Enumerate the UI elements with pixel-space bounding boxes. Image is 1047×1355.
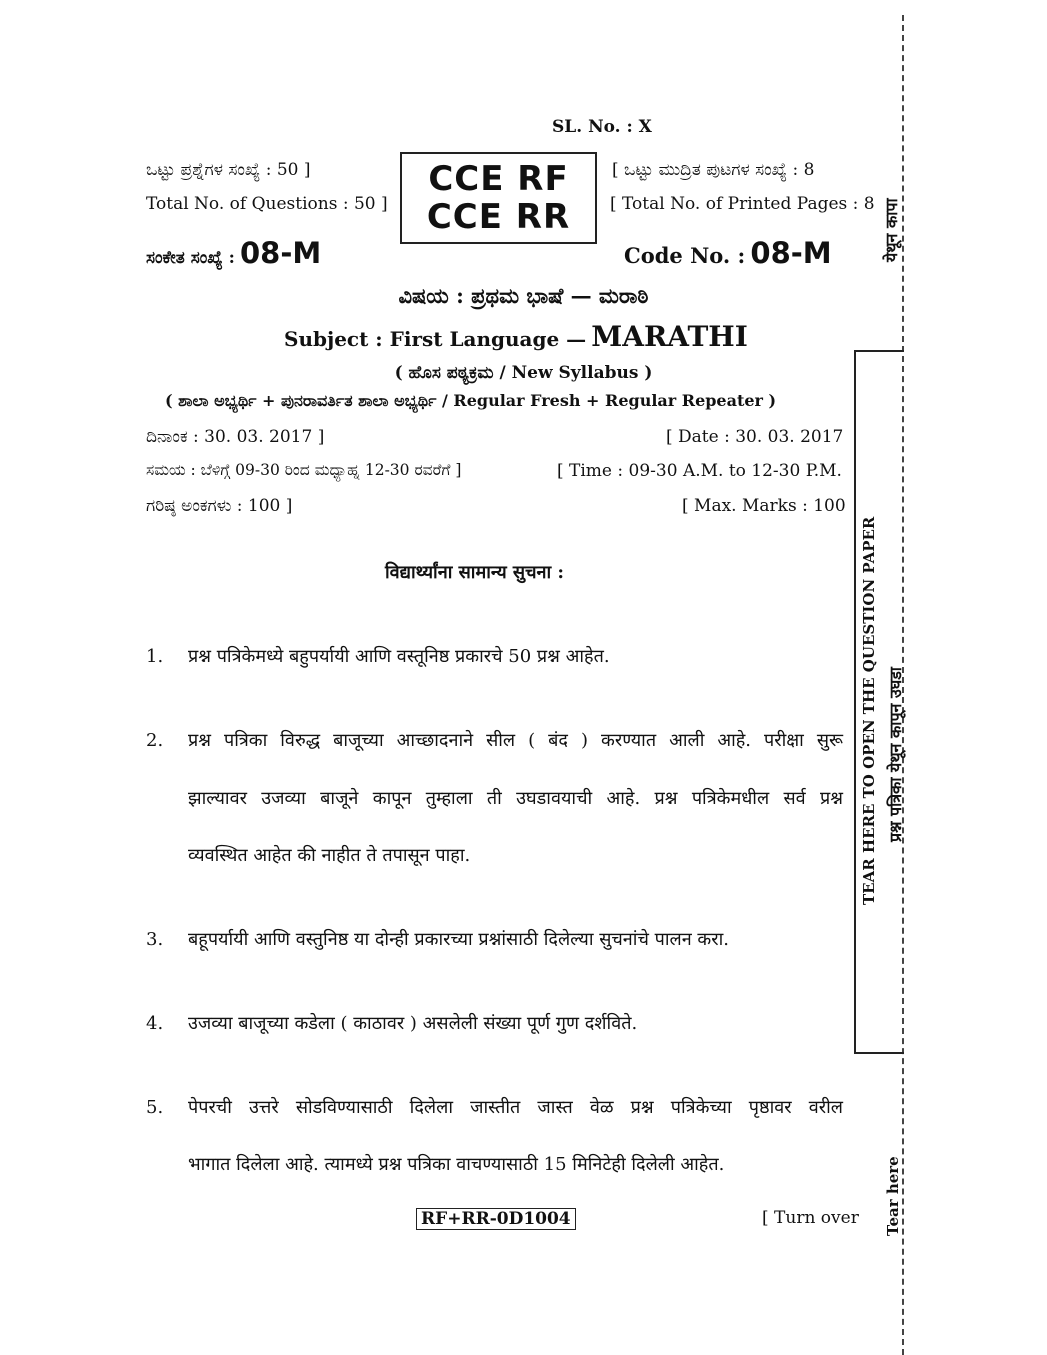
instruction-number: 1.	[146, 646, 164, 667]
en-subject-prefix: Subject : First Language —	[284, 327, 587, 351]
instruction-2-line-2: झाल्यावर उजव्या बाजूने कापून तुम्हाला ती उघडावयाची आहे. प्रश्न पत्रिकेमधील सर्व प्रश्न	[188, 788, 843, 809]
instruction-4-line-1: उजव्या बाजूच्या कडेला ( काठावर ) असलेली संख्या पूर्ण गुण दर्शविते.	[188, 1013, 638, 1034]
candidate-type-line: ( ಶಾಲಾ ಅಭ್ಯರ್ಥಿ + ಪುನರಾವರ್ತಿತ ಶಾಲಾ ಅಭ್ಯರ್ಥಿ / Regular Fresh + Regular Repeater )	[165, 391, 777, 410]
en-time: [ Time : 09-30 A.M. to 12-30 P.M.	[557, 461, 842, 481]
instruction-5-line-1: पेपरची उत्तरे सोडविण्यासाठी दिलेला जास्तीत जास्त वेळ प्रश्न पत्रिकेच्या पृष्ठावर वरील	[188, 1097, 843, 1118]
kn-total-pages: [ ಒಟ್ಟು ಮುದ್ರಿತ ಪುಟಗಳ ಸಂಖ್ಯೆ : 8	[612, 160, 815, 180]
tear-here-vertical: Tear here	[884, 1156, 902, 1236]
en-code-number	[624, 236, 832, 270]
kn-total-questions: ಒಟ್ಟು ಪ್ರಶ್ನೆಗಳ ಸಂಖ್ಯೆ : 50 ]	[146, 160, 311, 180]
instruction-5-line-2: भागात दिलेला आहे. त्यामध्ये प्रश्न पत्रिका वाचण्यासाठी 15 मिनिटेही दिलेली आहेत.	[188, 1154, 725, 1175]
code-line-1: CCE RF	[428, 159, 569, 199]
en-subject-lang: MARATHI	[591, 320, 748, 353]
code-line-2: CCE RR	[426, 197, 571, 237]
kn-code-value: 08-M	[239, 236, 322, 270]
kn-date: ದಿನಾಂಕ : 30. 03. 2017 ]	[146, 427, 325, 447]
en-date: [ Date : 30. 03. 2017	[666, 427, 844, 447]
en-total-questions: Total No. of Questions : 50 ]	[146, 194, 388, 214]
instruction-number: 4.	[146, 1013, 164, 1034]
turn-over: [ Turn over	[762, 1208, 859, 1228]
instruction-3-line-1: बहूपर्यायी आणि वस्तुनिष्ठ या दोन्ही प्रकारच्या प्रश्नांसाठी दिलेल्या सुचनांचे पालन करा.	[188, 929, 729, 950]
en-max-marks: [ Max. Marks : 100	[682, 496, 846, 516]
instruction-number: 3.	[146, 929, 164, 950]
instruction-number: 2.	[146, 730, 164, 751]
kn-subject: ವಿಷಯ : ಪ್ರಥಮ ಭಾಷೆ — ಮರಾಠಿ	[398, 283, 649, 308]
instruction-2-line-1: प्रश्न पत्रिका विरुद्ध बाजूच्या आच्छादनाने सील ( बंद ) करण्यात आली आहे. परीक्षा सुरू	[188, 730, 843, 751]
tear-here-en-vertical: TEAR HERE TO OPEN THE QUESTION PAPER	[860, 516, 878, 905]
en-code-value: 08-M	[750, 236, 832, 270]
instruction-2-line-3: व्यवस्थित आहेत की नाहीत ते तपासून पाहा.	[188, 845, 471, 866]
instruction-number: 5.	[146, 1097, 164, 1118]
syllabus-line: ( ಹೊಸ ಪಠ್ಯಕ್ರಮ / New Syllabus )	[394, 363, 653, 383]
kn-time: ಸಮಯ : ಬೆಳಿಗ್ಗೆ 09-30 ರಿಂದ ಮಧ್ಯಾಹ್ನ 12-30 ರವರೆಗೆ ]	[146, 461, 462, 479]
en-total-pages: [ Total No. of Printed Pages : 8	[610, 194, 875, 214]
tear-here-mr-vertical: प्रश्न पत्रिका येथून कापून उघडा	[886, 667, 905, 842]
instructions-heading: विद्यार्थ्यांना सामान्य सुचना :	[385, 562, 565, 583]
kn-code-label: ಸಂಕೇತ ಸಂಖ್ಯೆ :	[146, 248, 235, 268]
kn-max-marks: ಗರಿಷ್ಠ ಅಂಕಗಳು : 100 ]	[146, 496, 293, 516]
instruction-1-line-1: प्रश्न पत्रिकेमध्ये बहुपर्यायी आणि वस्तूनिष्ठ प्रकारचे 50 प्रश्न आहेत.	[188, 646, 610, 667]
en-subject	[284, 320, 748, 353]
paper-code-box	[400, 152, 597, 244]
cut-here-vertical-text: येथून कापा	[882, 198, 901, 262]
en-code-label: Code No. :	[624, 243, 746, 268]
kn-code-number	[146, 236, 321, 270]
serial-number: SL. No. : X	[552, 117, 652, 137]
paper-code-footer: RF+RR-0D1004	[416, 1208, 576, 1230]
